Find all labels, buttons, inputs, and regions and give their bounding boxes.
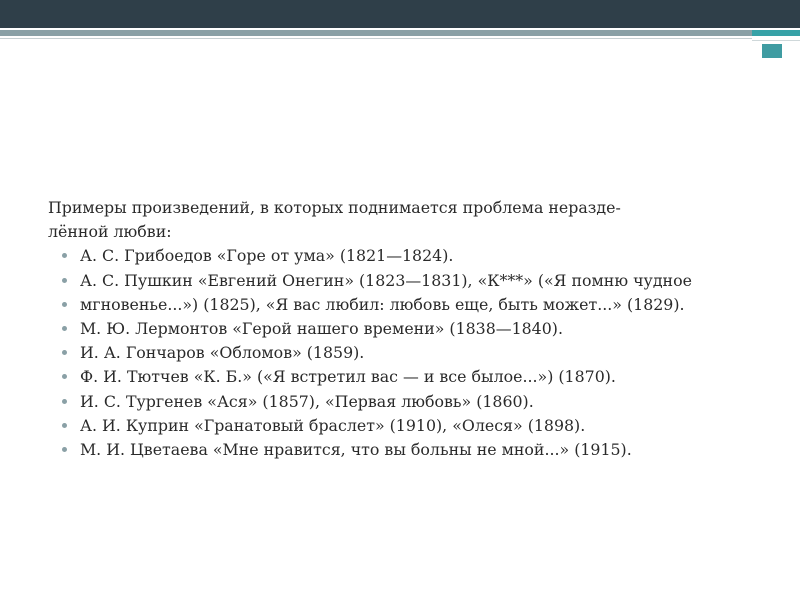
works-list — [48, 244, 758, 462]
header-accent-stripe — [752, 30, 800, 36]
list-item: мгновенье...») (1825), «Я вас любил: любовь еще, быть может...» (1829). — [48, 293, 758, 317]
intro-text: Примеры произведений, в которых поднимается проблема неразде- лённой любви: — [48, 198, 621, 242]
list-item: А. И. Куприн «Гранатовый браслет» (1910), «Олеся» (1898). — [48, 414, 758, 438]
list-item: А. С. Пушкин «Евгений Онегин» (1823—1831), «К***» («Я помню чудное — [48, 269, 758, 293]
slide-body — [48, 196, 758, 462]
corner-accent-block — [762, 44, 782, 58]
header-band — [0, 0, 800, 28]
list-item: И. С. Тургенев «Ася» (1857), «Первая любовь» (1860). — [48, 390, 758, 414]
list-item: А. С. Грибоедов «Горе от ума» (1821—1824). — [48, 244, 758, 268]
list-item: И. А. Гончаров «Обломов» (1859). — [48, 341, 758, 365]
corner-divider — [752, 40, 800, 41]
list-item: Ф. И. Тютчев «К. Б.» («Я встретил вас — и все былое...») (1870). — [48, 365, 758, 389]
list-item: М. И. Цветаева «Мне нравится, что вы больны не мной...» (1915). — [48, 438, 758, 462]
header-stripe — [0, 30, 752, 36]
list-item: М. Ю. Лермонтов «Герой нашего времени» (1838—1840). — [48, 317, 758, 341]
header-divider — [0, 38, 752, 39]
